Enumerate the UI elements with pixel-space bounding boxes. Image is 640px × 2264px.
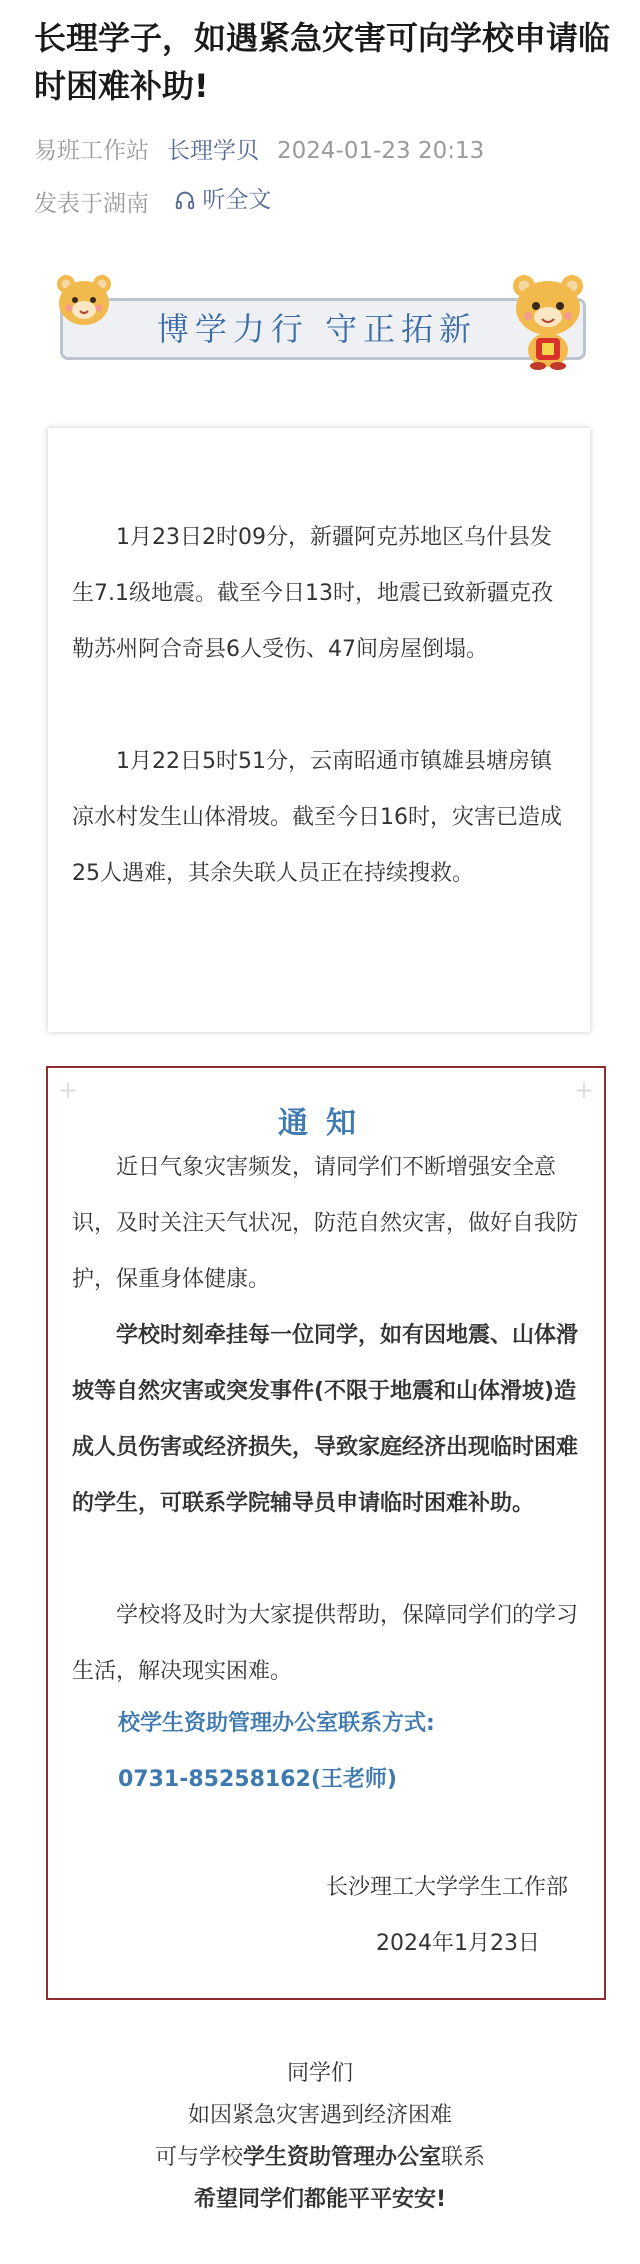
contact-phone: 0731-85258162(王老师) bbox=[118, 1767, 397, 1792]
bear-mascot-holding-sign-icon bbox=[506, 270, 590, 370]
article-meta-location bbox=[34, 183, 271, 221]
banner-motto: 博学力行 守正拓新 bbox=[156, 310, 478, 348]
article-title: 长理学子，如遇紧急灾害可向学校申请临时困难补助! bbox=[34, 19, 611, 105]
corner-plus-icon: + bbox=[58, 1076, 79, 1104]
motto-banner bbox=[52, 270, 590, 370]
closing-line: 如因紧急灾害遇到经济困难 bbox=[187, 2103, 452, 2128]
news-card bbox=[48, 428, 590, 1032]
closing-text: 可与学校 bbox=[154, 2145, 243, 2170]
publish-time: 2024-01-23 20:13 bbox=[277, 138, 485, 164]
notice-title: 通知 bbox=[278, 1106, 374, 1141]
closing-message bbox=[0, 2053, 640, 2221]
closing-line: 同学们 bbox=[286, 2061, 353, 2086]
notice-paragraph-support: 学校将及时为大家提供帮助，保障同学们的学习生活，解决现实困难。 bbox=[72, 1603, 579, 1684]
headphones-icon bbox=[174, 189, 196, 211]
corner-plus-icon: + bbox=[573, 1076, 594, 1104]
publish-location: 发表于湖南 bbox=[34, 191, 149, 217]
notice-box bbox=[46, 1066, 606, 2000]
closing-line bbox=[0, 2137, 640, 2179]
signature-org: 长沙理工大学学生工作部 bbox=[325, 1875, 568, 1900]
article-source: 易班工作站 bbox=[34, 138, 149, 164]
news-paragraph-landslide: 1月22日5时51分，云南昭通市镇雄县塘房镇凉水村发生山体滑坡。截至今日16时，灾害已造成25人遇难，其余失联人员正在持续搜救。 bbox=[72, 749, 562, 886]
notice-paragraph-safety: 近日气象灾害频发，请同学们不断增强安全意识，及时关注天气状况，防范自然灾害，做好自我防护，保重身体健康。 bbox=[72, 1155, 579, 1292]
signature-date: 2024年1月23日 bbox=[376, 1931, 540, 1956]
contact-label: 校学生资助管理办公室联系方式: bbox=[118, 1711, 435, 1736]
bear-mascot-icon bbox=[52, 270, 116, 334]
news-paragraph-earthquake: 1月23日2时09分，新疆阿克苏地区乌什县发生7.1级地震。截至今日13时，地震已致新疆克孜勒苏州阿合奇县6人受伤、47间房屋倒塌。 bbox=[72, 525, 553, 662]
account-link[interactable]: 长理学贝 bbox=[167, 138, 259, 164]
closing-wish: 希望同学们都能平平安安! bbox=[193, 2187, 447, 2212]
notice-paragraph-subsidy: 学校时刻牵挂每一位同学，如有因地震、山体滑坡等自然灾害或突发事件(不限于地震和山体滑坡)造成人员伤害或经济损失，导致家庭经济出现临时困难的学生，可联系学院辅导员申请临时困难补助。 bbox=[72, 1323, 579, 1516]
listen-label: 听全文 bbox=[202, 187, 272, 213]
office-name: 学生资助管理办公室 bbox=[242, 2145, 441, 2170]
article-meta bbox=[34, 134, 484, 168]
listen-button[interactable] bbox=[174, 183, 271, 217]
closing-text: 联系 bbox=[441, 2145, 486, 2170]
